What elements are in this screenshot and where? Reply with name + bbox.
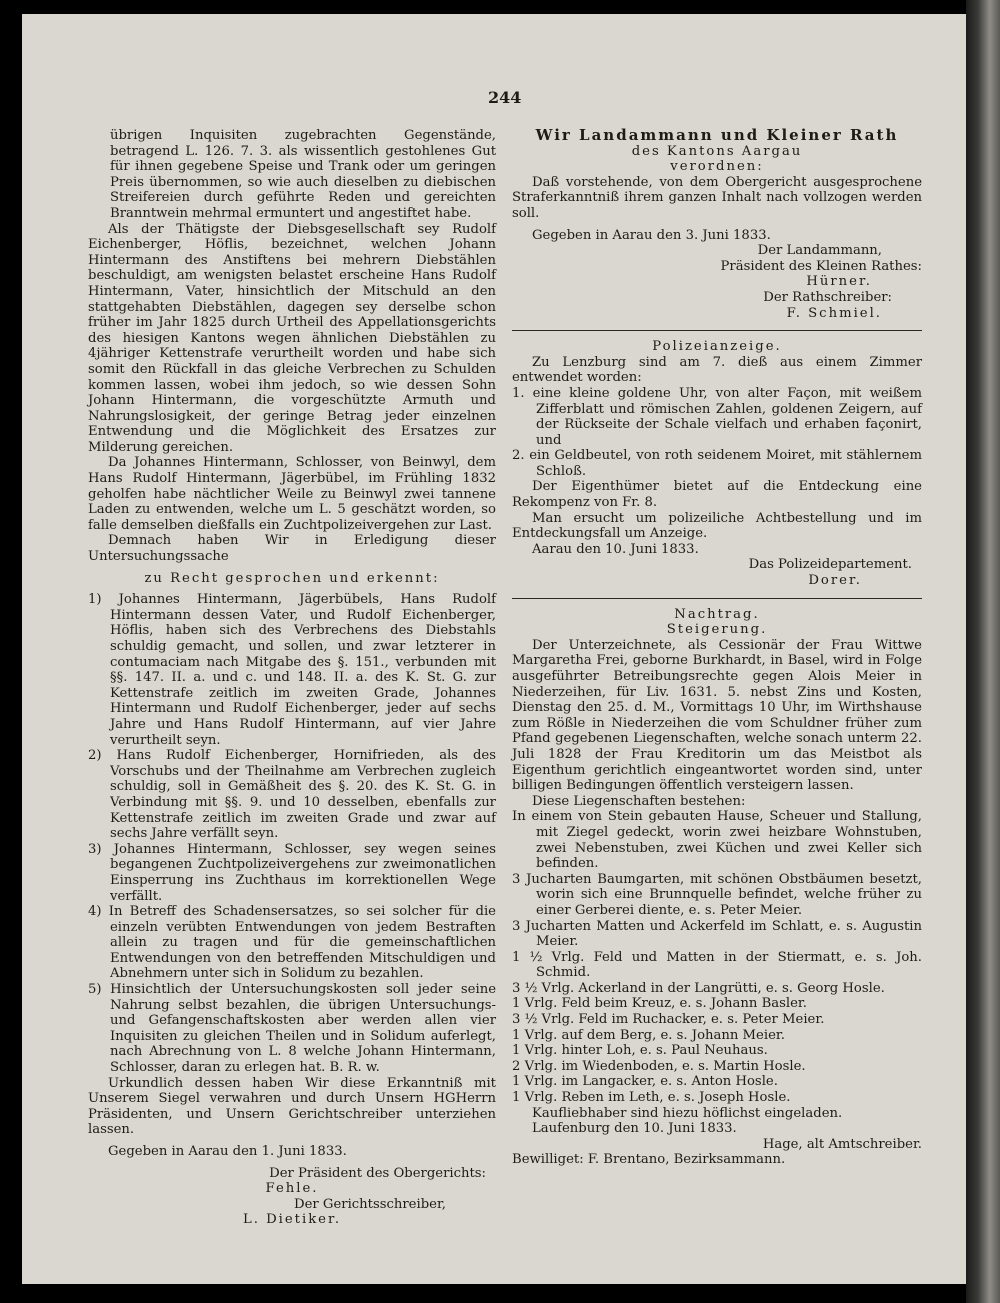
signature-name: Dorer.	[808, 573, 862, 589]
decree-subheading: verordnen:	[670, 159, 764, 175]
page-number: 244	[488, 88, 522, 107]
section-heading: Nachtrag.	[674, 606, 760, 622]
section-heading: Polizeianzeige.	[652, 339, 782, 355]
decree-heading: Wir Landammann und Kleiner Rath	[535, 126, 899, 144]
paragraph: Kaufliebhaber sind hiezu höflichst eingeladen.	[532, 1105, 843, 1121]
date-line: Aarau den 10. Juni 1833.	[532, 541, 699, 557]
estate-item: 3 ½ Vrlg. Ackerland in der Langrütti, e. s. Georg Hosle.	[512, 980, 885, 996]
estate-item: 1 Vrlg. Feld beim Kreuz, e. s. Johann Basler.	[512, 996, 807, 1012]
paragraph: Zu Lenzburg sind am 7. dieß aus einem Zimmer entwendet worden:	[512, 354, 922, 386]
signature-name: Fehle.	[265, 1181, 319, 1197]
section-subheading: Steigerung.	[666, 622, 768, 638]
estate-item: 3 Jucharten Matten und Ackerfeld im Schlatt, e. s. Augustin Meier.	[512, 918, 922, 950]
verdict-item: 1) Johannes Hintermann, Jägerbübels, Hans Rudolf Hintermann dessen Vater, und Rudolf Eichenberger, Höflis, haben sich des Verbrechens des Diebstahls schuldig gemacht, und sollen, und zwar letzterer in contumaciam nach Mitgabe des §. 151., verbunden mit §§. 147. II. a. und c. und 148. II. a. des K. St. G. zur Kettenstrafe zeitlich im zweiten Grade, Johannes Hintermann und Rudolf Eichenberger, jeder auf sechs Jahre und Hans Rudolf Hintermann, auf vier Jahre verurtheilt seyn.	[88, 592, 496, 748]
date-line: Gegeben in Aarau den 1. Juni 1833.	[108, 1144, 347, 1159]
estate-item: 1 Vrlg. Reben im Leth, e. s. Joseph Hosle.	[512, 1090, 791, 1106]
decree-subheading: des Kantons Aargau	[631, 143, 803, 159]
paragraph: Der Unterzeichnete, als Cessionär der Frau Wittwe Margaretha Frei, geborne Burkhardt, in Basel, wird in Folge ausgeführter Betreibungsrechte gegen Alois Meier in Niederzeihen, für Liv. 1631. 5. nebst Zins und Kosten, Dienstag den 25. d. M., Vormittags 10 Uhr, im Wirthshause zum Rößle in Niederzeihen die vom Schuldner früher zum Pfand gegebenen Liegenschaften, welche sonach unterm 22. Juli 1828 der Frau Kreditorin um das Meistbot als Eigenthum gerichtlich eingeantwortet worden sind, unter billigen Bedingungen öffentlich versteigern lassen.	[512, 637, 922, 794]
paragraph: Da Johannes Hintermann, Schlosser, von Beinwyl, dem Hans Rudolf Hintermann, Jägerbübel, im Frühling 1832 geholfen habe nächtlicher Weile zu Beinwyl zwei tannene Laden zu entwenden, welche um L. 5 geschätzt worden, so falle demselben dießfalls ein Zuchtpolizeivergehen zur Last.	[88, 455, 496, 533]
section-divider	[512, 598, 922, 599]
signature-title: Der Rathschreiber:	[763, 289, 892, 305]
list-item: 2. ein Geldbeutel, von roth seidenem Moiret, mit stählernem Schloß.	[512, 448, 922, 479]
verdict-item: 5) Hinsichtlich der Untersuchungskosten soll jeder seine Nahrung selbst bezahlen, die übrigen Untersuchungs- und Gefangenschaftskosten aber werden allen vier Inquisiten zu gleichen Theilen und in Solidum auferlegt, nach Abrechnung von L. 8 welche Johann Hintermann, Schlosser, daran zu erlegen hat. B. R. w.	[88, 982, 496, 1076]
estate-item: 1 ½ Vrlg. Feld und Matten in der Stiermatt, e. s. Joh. Schmid.	[512, 949, 922, 981]
date-line: Laufenburg den 10. Juni 1833.	[532, 1121, 737, 1137]
verdict-item: 4) In Betreff des Schadensersatzes, so sei solcher für die einzeln verübten Entwendungen von jedem Bestraften allein zu tragen und für die gemeinschaftlichen Entwendungen von den betreffenden Mitschuldigen und Abnehmern unter sich in Solidum zu bezahlen.	[88, 904, 496, 982]
verdict-heading: zu Recht gesprochen und erkennt:	[144, 570, 440, 586]
closing-paragraph: Urkundlich dessen haben Wir diese Erkanntniß mit Unserem Siegel verwahren und durch Unsern HGHerrn Präsidenten, und Unsern Gerichtschreiber unterziehen lassen.	[88, 1075, 496, 1138]
signature-title: Der Gerichtsschreiber,	[294, 1196, 446, 1212]
right-column	[512, 128, 922, 1168]
estate-item: 1 Vrlg. auf dem Berg, e. s. Johann Meier.	[512, 1027, 785, 1043]
paragraph: Der Eigenthümer bietet auf die Entdeckung eine Rekompenz von Fr. 8.	[512, 479, 922, 511]
estate-item: In einem von Stein gebauten Hause, Scheuer und Stallung, mit Ziegel gedeckt, worin zwei heizbare Wohnstuben, zwei Nebenstuben, zwei Küchen und zwei Keller sich befinden.	[512, 809, 922, 872]
paragraph: Man ersucht um polizeiliche Achtbestellung und im Entdeckungsfall um Anzeige.	[512, 510, 922, 542]
left-column	[88, 128, 496, 1228]
paragraph: Demnach haben Wir in Erledigung dieser Untersuchungssache	[88, 533, 496, 565]
signature-name: L. Dietiker.	[242, 1212, 342, 1228]
paragraph: Diese Liegenschaften bestehen:	[532, 793, 746, 809]
paragraph: Daß vorstehende, von dem Obergericht ausgesprochene Straferkanntniß ihrem ganzen Inhalt nach vollzogen werden soll.	[512, 174, 922, 221]
estate-item: 2 Vrlg. im Wiedenboden, e. s. Martin Hosle.	[512, 1058, 806, 1074]
list-item: 1. eine kleine goldene Uhr, von alter Façon, mit weißem Zifferblatt und römischen Zahlen, goldenen Zeigern, auf der Rückseite der Schale vielfach und erhaben façonirt, und	[512, 385, 922, 448]
estate-item: 1 Vrlg. im Langacker, e. s. Anton Hosle.	[512, 1074, 778, 1090]
book-spine	[966, 0, 1000, 1303]
date-line: Gegeben in Aarau den 3. Juni 1833.	[532, 227, 771, 243]
signature-name: F. Schmiel.	[786, 305, 882, 321]
paragraph: Als der Thätigste der Diebsgesellschaft sey Rudolf Eichenberger, Höflis, bezeichnet, welchen Johann Hintermann des Anstiftens bei mehrern Diebstählen beschuldigt, am wenigsten belastet erscheine Hans Rudolf Hintermann, Vater, hinsichtlich der Mitschuld an den stattgehabten Diebstählen, dagegen sey derselbe schon früher im Jahr 1825 durch Urtheil des Appellationsgerichts des hiesigen Kantons wegen ähnlichen Diebstählen zu 4jähriger Kettenstrafe verurtheilt worden und habe sich somit den Rückfall in das gleiche Verbrechen zu Schulden kommen lassen, wobei ihm jedoch, so wie dessen Sohn Johann Hintermann, die vorgeschützte Armuth und Nahrungslosigkeit, der geringe Betrag jeder einzelnen Entwendung und die Möglichkeit des Ersatzes zur Milderung gereichen.	[88, 221, 496, 455]
estate-item: 3 ½ Vrlg. Feld im Ruchacker, e. s. Peter Meier.	[512, 1012, 825, 1028]
verdict-item: 3) Johannes Hintermann, Schlosser, sey wegen seines begangenen Zuchtpolizeivergehens zur zweimonatlichen Einsperrung ins Zuchthaus im korrektionellen Wege verfällt.	[88, 841, 496, 904]
section-divider	[512, 330, 922, 331]
verdict-item: 2) Hans Rudolf Eichenberger, Hornifrieden, als des Vorschubs und der Theilnahme am Verbrechen zugleich schuldig, soll in Gemäßheit des §. 20. des K. St. G. in Verbindung mit §§. 9. und 10 desselben, ebenfalls zur Kettenstrafe zeitlich im zweiten Grade und zwar auf sechs Jahre verfällt seyn.	[88, 748, 496, 842]
signature-title: Der Präsident des Obergerichts:	[269, 1165, 486, 1181]
signature-title: Der Landammann,	[757, 243, 882, 259]
signature-title: Präsident des Kleinen Rathes:	[720, 258, 922, 274]
continued-paragraph: übrigen Inquisiten zugebrachten Gegenstände, betragend L. 126. 7. 3. als wissentlich gestohlenes Gut für ihnen gegebene Speise und Trank oder um geringen Preis übernommen, so wie auch dieselben zu diebischen Streifereien durch geführte Reden und gereichten Branntwein mehrmal ermuntert und angestiftet habe.	[110, 128, 496, 221]
signature-line: Hage, alt Amtschreiber.	[762, 1136, 922, 1152]
signature-title: Das Polizeidepartement.	[748, 557, 912, 573]
signature-name: Hürner.	[806, 274, 872, 290]
estate-item: 3 Jucharten Baumgarten, mit schönen Obstbäumen besetzt, worin sich eine Brunnquelle befindet, welche früher zu einer Gerberei diente, e. s. Peter Meier.	[512, 871, 922, 918]
approval-line: Bewilliget: F. Brentano, Bezirksammann.	[512, 1152, 786, 1168]
estate-item: 1 Vrlg. hinter Loh, e. s. Paul Neuhaus.	[512, 1043, 768, 1059]
